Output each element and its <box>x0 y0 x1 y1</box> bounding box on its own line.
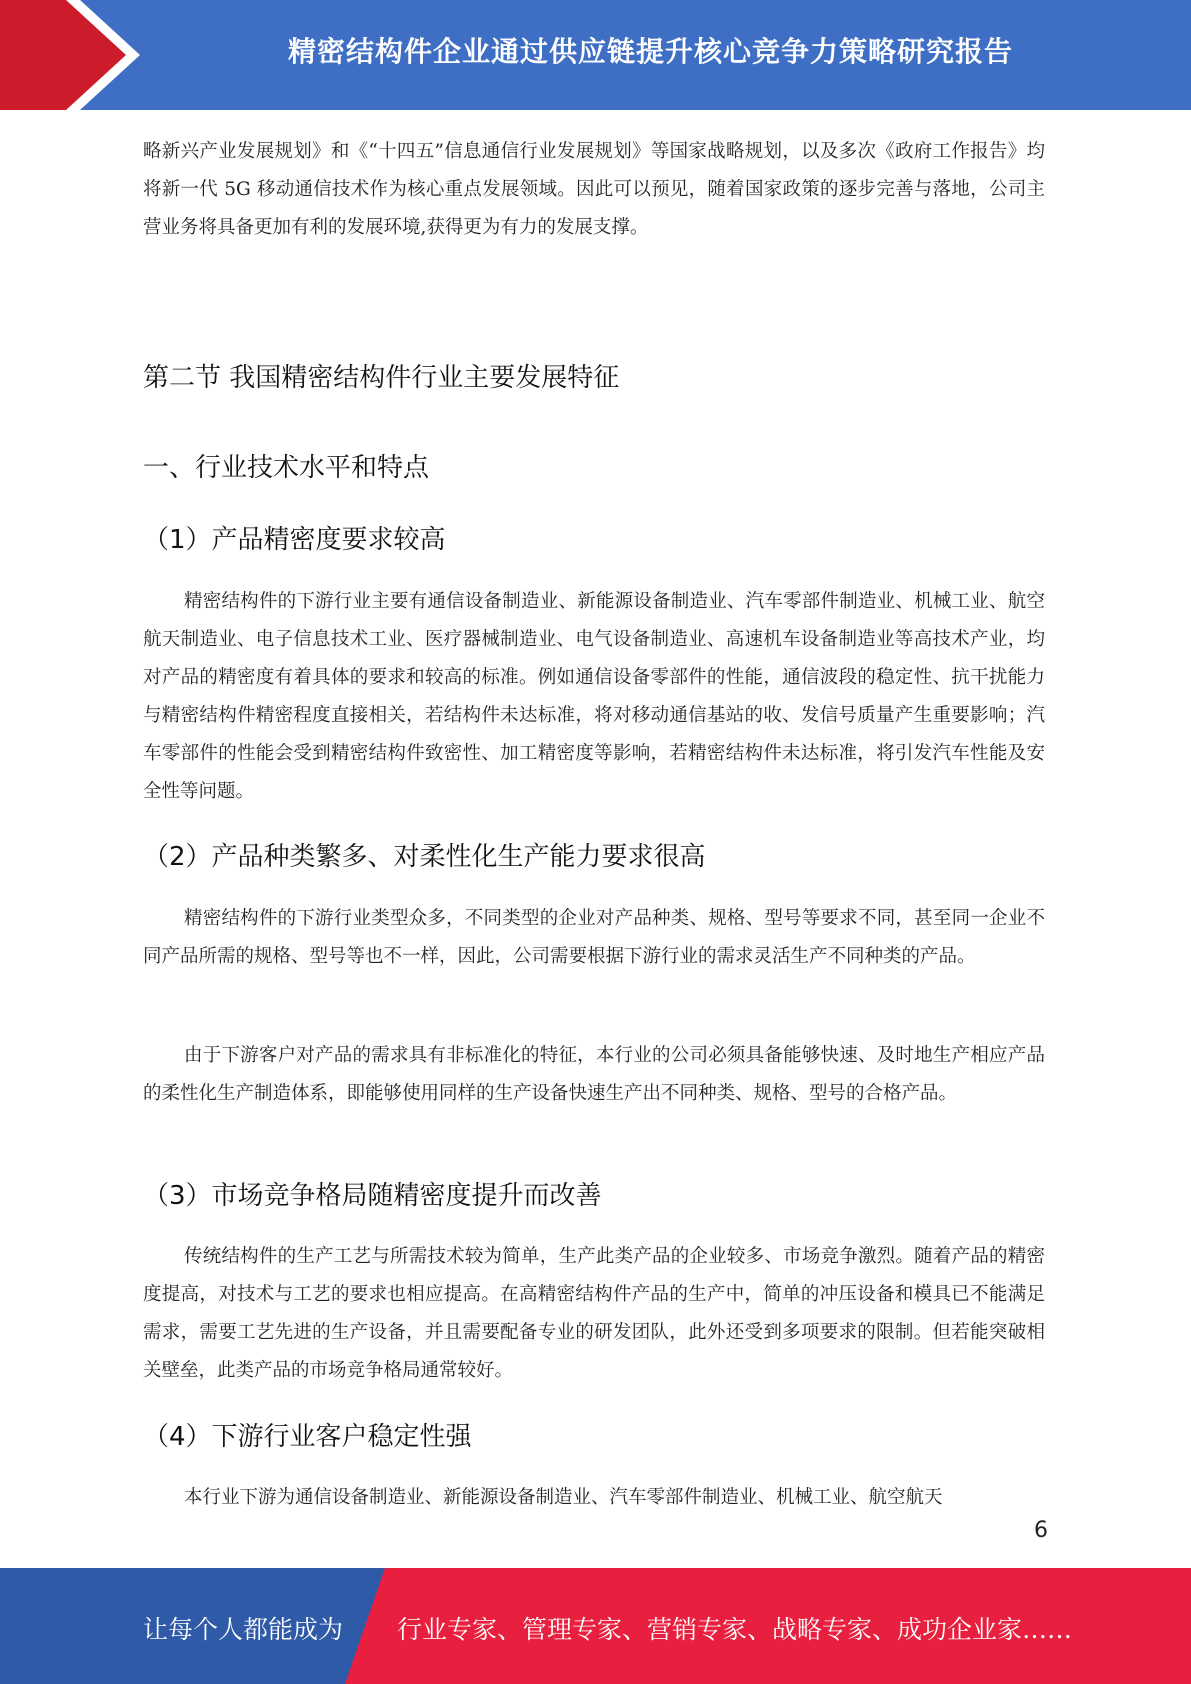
page-header <box>0 0 1191 110</box>
item-body-1 <box>143 583 1045 811</box>
item-body-4 <box>143 1479 1045 1517</box>
paragraph: 本行业下游为通信设备制造业、新能源设备制造业、汽车零部件制造业、机械工业、航空航天 <box>184 1487 943 1508</box>
page-number: 6 <box>1034 1518 1048 1543</box>
header-title: 精密结构件企业通过供应链提升核心竞争力策略研究报告 <box>287 35 1013 68</box>
page-footer <box>0 1568 1191 1684</box>
paragraph: 精密结构件的下游行业类型众多，不同类型的企业对产品种类、规格、型号等要求不同，甚至同一企业不同产品所需的规格、型号等也不一样，因此，公司需要根据下游行业的需求灵活生产不同种类的产品。 <box>143 908 1045 967</box>
section-title: 第二节 我国精密结构件行业主要发展特征 <box>143 363 620 393</box>
intro-paragraph: 略新兴产业发展规划》和《“十四五”信息通信行业发展规划》等国家战略规划，以及多次《政府工作报告》均将新一代 5G 移动通信技术作为核心重点发展领域。因此可以预见，随着国家政策的逐步完善与落地，公司主营业务将具备更加有利的发展环境,获得更为有力的发展支撑。 <box>143 141 1045 238</box>
section-subtitle: 一、行业技术水平和特点 <box>143 453 430 483</box>
item-heading-2: （2）产品种类繁多、对柔性化生产能力要求很高 <box>143 842 706 872</box>
paragraph: 传统结构件的生产工艺与所需技术较为简单，生产此类产品的企业较多、市场竞争激烈。随着产品的精密度提高，对技术与工艺的要求也相应提高。在高精密结构件产品的生产中，简单的冲压设备和模具已不能满足需求，需要工艺先进的生产设备，并且需要配备专业的研发团队，此外还受到多项要求的限制。但若能突破相关壁垒，此类产品的市场竞争格局通常较好。 <box>143 1246 1045 1381</box>
paragraph: 由于下游客户对产品的需求具有非标准化的特征，本行业的公司必须具备能够快速、及时地生产相应产品的柔性化生产制造体系，即能够使用同样的生产设备快速生产出不同种类、规格、型号的合格产品。 <box>143 1045 1045 1104</box>
item-body-2b <box>143 1037 1045 1113</box>
item-body-2 <box>143 900 1045 976</box>
footer-slogan-left: 让每个人都能成为 <box>143 1615 344 1644</box>
intro-block <box>143 133 1045 247</box>
paragraph: 精密结构件的下游行业主要有通信设备制造业、新能源设备制造业、汽车零部件制造业、机械工业、航空航天制造业、电子信息技术工业、医疗器械制造业、电气设备制造业、高速机车设备制造业等高技术产业，均对产品的精密度有着具体的要求和较高的标准。例如通信设备零部件的性能，通信波段的稳定性、抗干扰能力与精密结构件精密程度直接相关，若结构件未达标准，将对移动通信基站的收、发信号质量产生重要影响；汽车零部件的性能会受到精密结构件致密性、加工精密度等影响，若精密结构件未达标准，将引发汽车性能及安全性等问题。 <box>143 591 1045 802</box>
item-body-3 <box>143 1238 1045 1390</box>
item-heading-1: （1）产品精密度要求较高 <box>143 525 446 555</box>
item-heading-3: （3）市场竞争格局随精密度提升而改善 <box>143 1181 602 1211</box>
footer-slogan-right: 行业专家、管理专家、营销专家、战略专家、成功企业家…… <box>397 1615 1073 1644</box>
item-heading-4: （4）下游行业客户稳定性强 <box>143 1422 472 1452</box>
